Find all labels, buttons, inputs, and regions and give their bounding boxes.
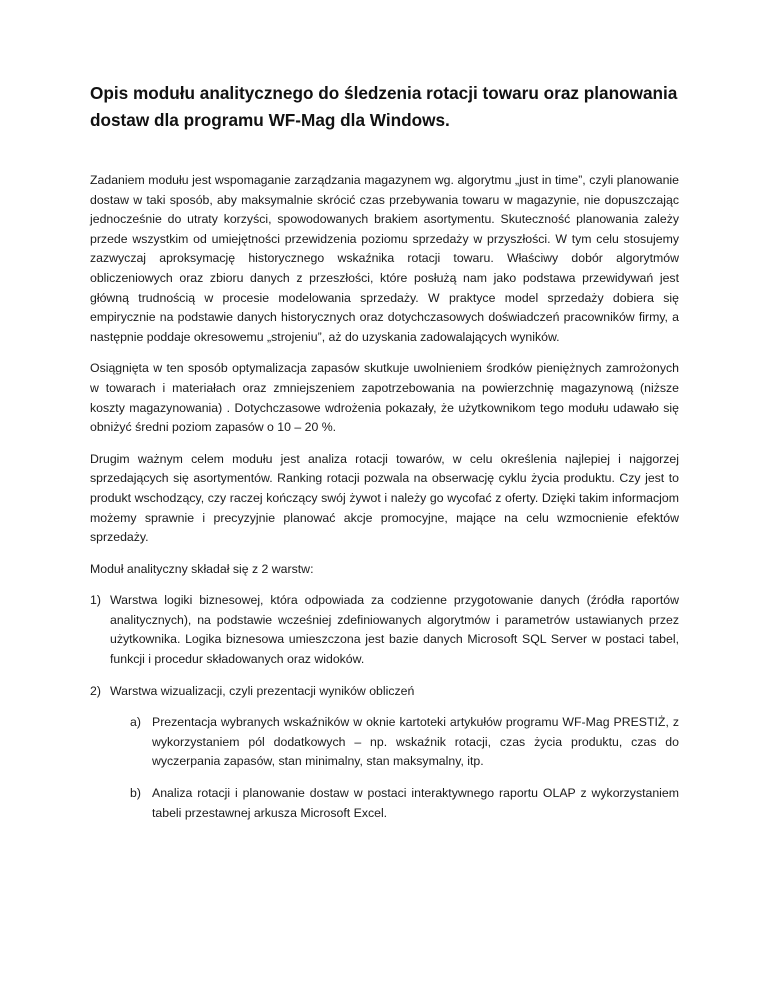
- list-item-text: Warstwa wizualizacji, czyli prezentacji wyników obliczeń: [110, 683, 415, 698]
- list-marker: 2): [90, 683, 101, 698]
- document-title: Opis modułu analitycznego do śledzenia rotacji towaru oraz planowania dostaw dla programu WF-Mag dla Windows.: [90, 83, 678, 130]
- layers-list: [90, 591, 679, 823]
- sublist-item-text: Analiza rotacji i planowanie dostaw w postaci interaktywnego raportu OLAP z wykorzystaniem tabeli przestawnej arkusza Microsoft Excel.: [152, 786, 679, 820]
- sublist-item: [110, 784, 679, 823]
- paragraph-optimization: Osiągnięta w ten sposób optymalizacja zapasów skutkuje uwolnieniem środków pieniężnych zamrożonych w towarach i materiałach oraz zmniejszeniem zapotrzebowania na powierzchnię magazynową (niższe koszty magazynowania) . Dotychczasowe wdrożenia pokazały, że użytkownikom tego modułu udawało się obniżyć średni poziom zapasów o 10 – 20 %.: [90, 361, 679, 435]
- paragraph-intro: Zadaniem modułu jest wspomaganie zarządzania magazynem wg. algorytmu „just in time”, czyli planowanie dostaw w taki sposób, aby maksymalnie skrócić czas przebywania towaru w magazynie, nie dopuszczając jednocześnie do utraty korzyści, spowodowanych brakiem asortymentu. Skuteczność planowania zależy przede wszystkim od umiejętności przewidzenia poziomu sprzedaży w przyszłości. W tym celu stosujemy zazwyczaj aproksymację historycznego wskaźnika rotacji towaru. Właściwy dobór algorytmów obliczeniowych oraz zbioru danych z przeszłości, które posłużą nam jako podstawa przewidywań jest główną trudnością w procesie modelowania sprzedaży. W praktyce model sprzedaży dobiera się empirycznie na podstawie danych historycznych oraz dotychczasowych doświadczeń pracowników firmy, a następnie poddaje okresowemu „strojeniu”, aż do uzyskania zadowalających wyników.: [90, 173, 679, 344]
- list-item: [90, 591, 679, 669]
- list-marker: 1): [90, 593, 101, 608]
- sublist-item: [110, 713, 679, 772]
- paragraph-rotation-analysis: Drugim ważnym celem modułu jest analiza rotacji towarów, w celu określenia najlepiej i najgorzej sprzedających się asortymentów. Ranking rotacji pozwala na obserwację cyklu życia produktu. Czy jest to produkt wschodzący, czy raczej kończący swój żywot i należy go wycofać z oferty. Dzięki takim informacjom możemy sprawnie i precyzyjnie planować akcje promocyjne, mające na celu wzmocnienie efektów sprzedaży.: [90, 451, 679, 545]
- visualization-sublist: [110, 713, 679, 823]
- list-item: [90, 682, 679, 824]
- sublist-marker: a): [130, 715, 141, 730]
- sublist-item-text: Prezentacja wybranych wskaźników w oknie kartoteki artykułów programu WF-Mag PRESTIŻ, z wykorzystaniem pól dodatkowych – np. wskaźnik rotacji, czas życia produktu, czas do wyczerpania zapasów, stan minimalny, stan maksymalny, itp.: [152, 715, 679, 769]
- list-item-text: Warstwa logiki biznesowej, która odpowiada za codzienne przygotowanie danych (źródła raportów analitycznych), na podstawie wcześniej zdefiniowanych algorytmów i parametrów ustawianych przez użytkownika. Logika biznesowa umieszczona jest bazie danych Microsoft SQL Server w postaci tabel, funkcji i procedur składowanych oraz widoków.: [110, 593, 679, 667]
- sublist-marker: b): [130, 786, 141, 801]
- paragraph-layers-intro: Moduł analityczny składał się z 2 warstw:: [90, 561, 314, 576]
